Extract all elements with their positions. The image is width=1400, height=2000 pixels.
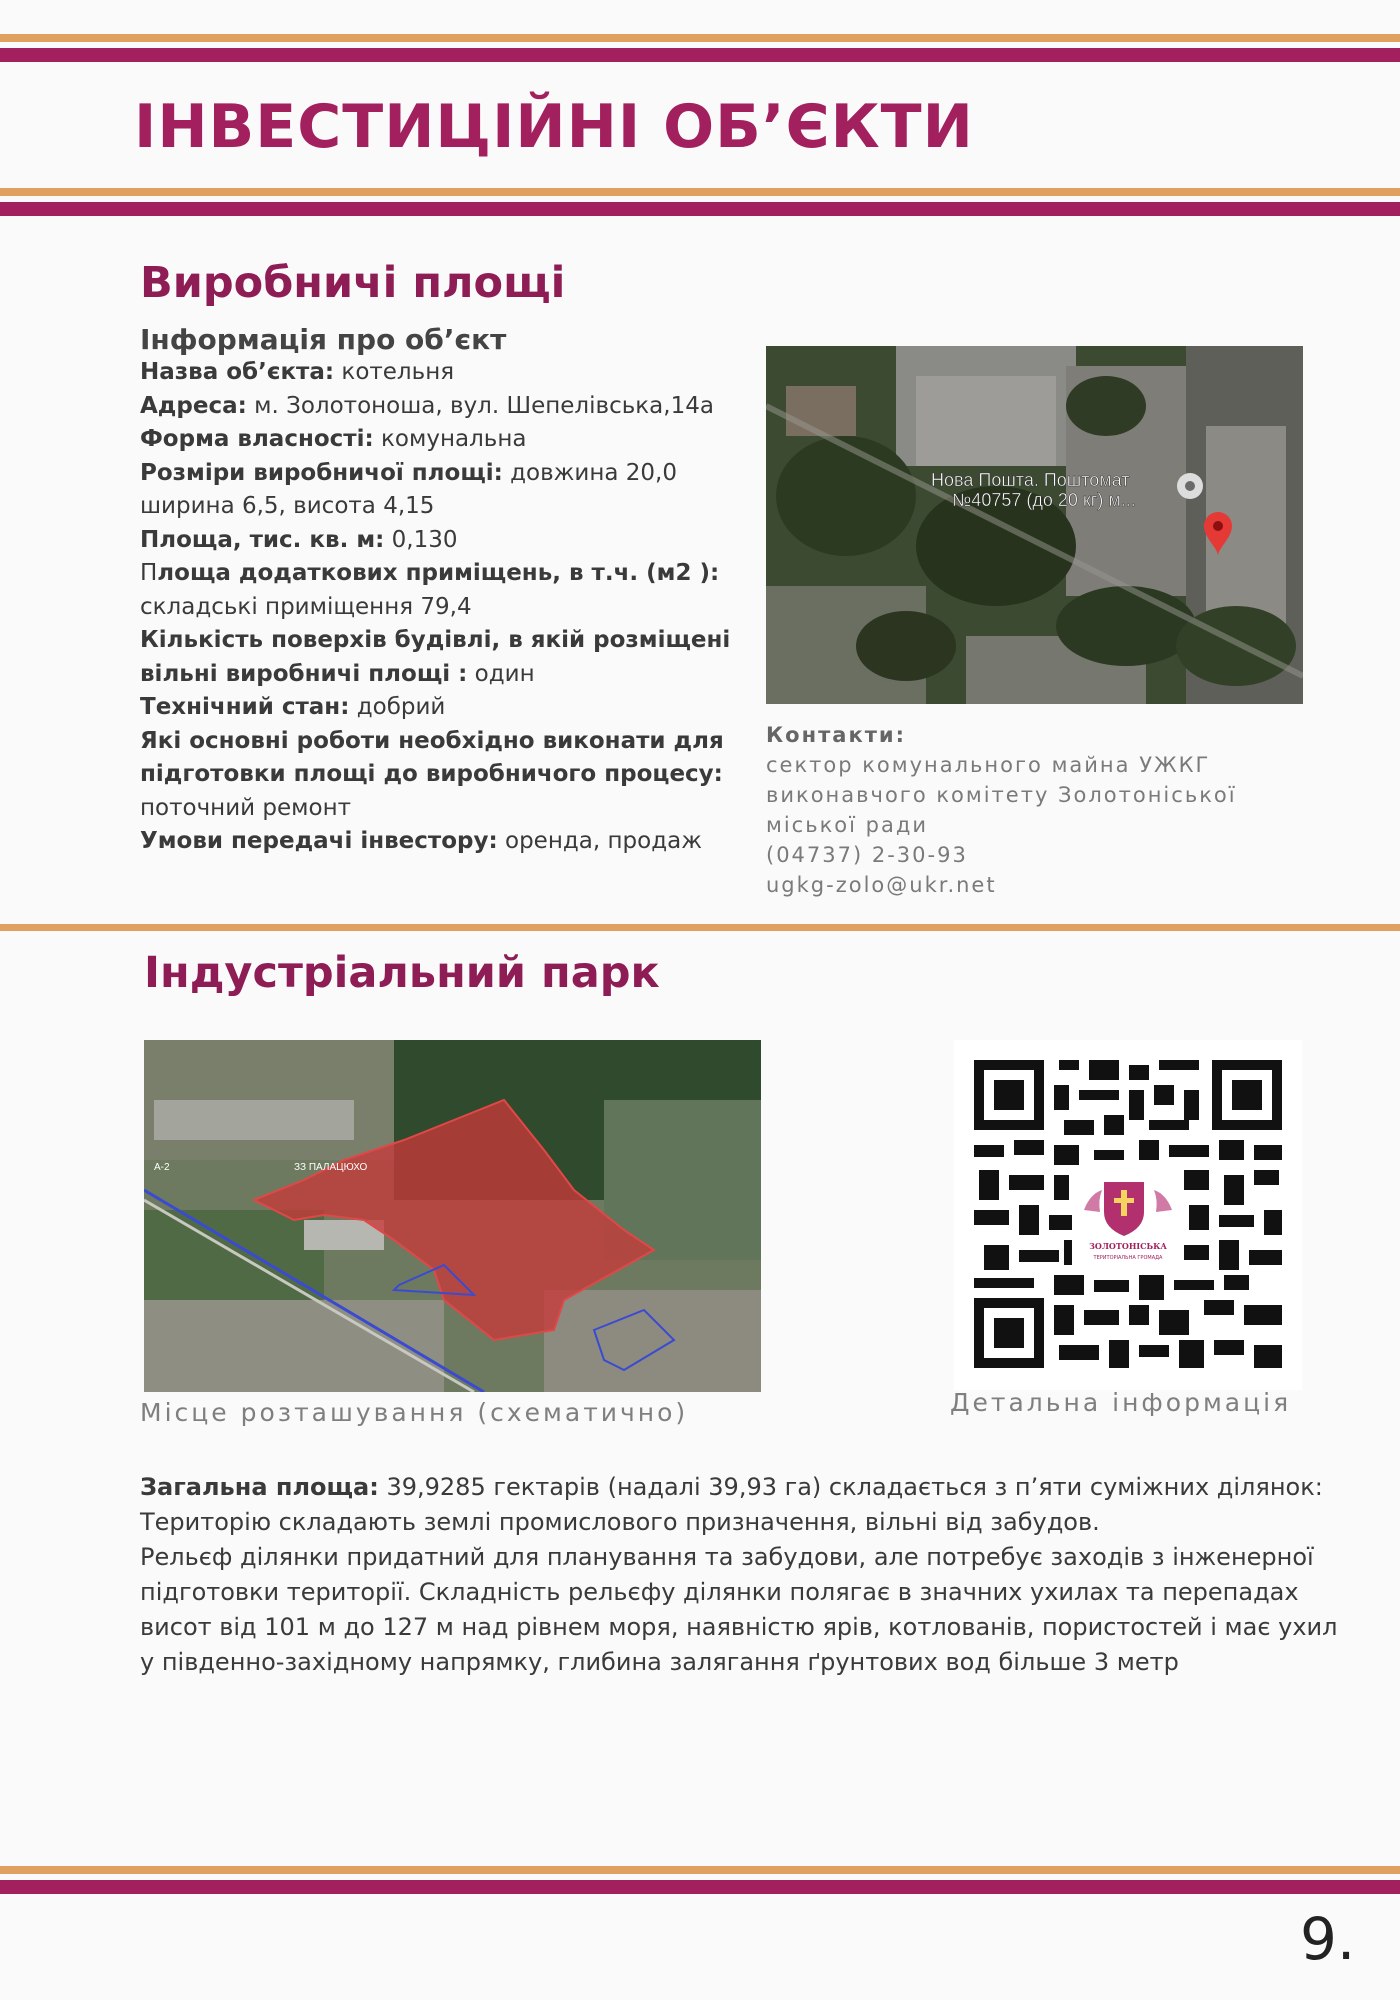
- field-label: Які основні роботи необхідно виконати для підготовки площі до виробничого процесу:: [140, 727, 724, 787]
- description-paragraph: Рельєф ділянки придатний для планування та забудови, але потребує заходів з інженерної підготовки території. Складність рельєфу ділянки полягає в значних ухилах та перепадах висот від 101 м до 127 м над рівнем моря, наявністю ярів, котлованів, пористостей і має ухил у південно-західному напрямку, глибина залягання ґрунтових вод більше 3 метр: [140, 1543, 1338, 1676]
- field-label: лоща додаткових приміщень, в т.ч. (м2 ):: [157, 560, 720, 586]
- field-value: довжина 20,0 ширина 6,5, висота 4,15: [140, 459, 677, 519]
- info-row-extra-area: [140, 557, 740, 624]
- top-stripe-magenta: [0, 48, 1400, 62]
- park-description: [140, 1470, 1350, 1680]
- field-value: котельня: [334, 359, 455, 385]
- contact-line: виконавчого комітету Золотоніської: [766, 783, 1237, 807]
- satellite-map-boiler: [766, 346, 1303, 704]
- object-info: [140, 320, 740, 859]
- info-row-floors: [140, 624, 740, 691]
- contacts-block: [766, 720, 1326, 900]
- field-label-prefix: П: [140, 560, 158, 586]
- field-label: Назва об’єкта:: [140, 359, 335, 385]
- field-value: м. Золотоноша, вул. Шепелівська,14а: [246, 392, 714, 419]
- section-title-industrial-park: Індустріальний парк: [144, 948, 660, 998]
- field-label: Площа, тис. кв. м:: [140, 526, 385, 553]
- header-stripe-orange: [0, 188, 1400, 196]
- section-title-production: Виробничі площі: [140, 258, 566, 308]
- qr-logo-text: ЗОЛОТОНІСЬКА: [1089, 1241, 1167, 1251]
- satellite-map-image: [766, 346, 1303, 704]
- field-value: поточний ремонт: [140, 794, 352, 821]
- info-row-condition: [140, 691, 740, 725]
- field-label: Кількість поверхів будівлі, в якій розміщені вільні виробничі площі :: [140, 627, 731, 687]
- description-paragraph: [140, 1470, 1350, 1540]
- info-row-address: [140, 390, 740, 424]
- field-label: Умови передачі інвестору:: [140, 828, 498, 854]
- field-value: добрий: [349, 694, 446, 720]
- field-label: Розміри виробничої площі:: [140, 459, 503, 486]
- page-number: 9.: [1300, 1905, 1356, 1973]
- description-label: Загальна площа:: [140, 1473, 379, 1501]
- map-site-label: ЗЗ ПАЛАЦЮХО: [294, 1162, 368, 1173]
- industrial-park-map: [144, 1040, 761, 1392]
- bottom-stripe-magenta: [0, 1880, 1400, 1894]
- map-road-label: А-2: [154, 1162, 170, 1173]
- map-label-line1: Нова Пошта. Поштомат: [931, 470, 1130, 490]
- info-row-area: [140, 524, 740, 558]
- field-value: складські приміщення 79,4: [140, 593, 472, 620]
- field-value: комунальна: [373, 426, 527, 452]
- info-row-works: [140, 725, 740, 826]
- qr-code[interactable]: [954, 1040, 1302, 1390]
- top-stripe-orange: [0, 34, 1400, 42]
- header-stripe-magenta: [0, 202, 1400, 216]
- field-label: Адреса:: [140, 392, 247, 419]
- section-divider-stripe: [0, 924, 1400, 931]
- contact-email[interactable]: ugkg-zolo@ukr.net: [766, 873, 997, 897]
- contact-phone: (04737) 2-30-93: [766, 843, 968, 867]
- qr-caption: Детальна інформація: [950, 1388, 1292, 1417]
- info-row-terms: [140, 825, 740, 859]
- description-text: 39,9285 гектарів (надалі 39,93 га) складається з п’яти суміжних ділянок: Територію складають землі промислового призначення, вільні від забудов.: [140, 1473, 1323, 1536]
- page-title: ІНВЕСТИЦІЙНІ ОБ’ЄКТИ: [134, 92, 974, 162]
- field-label: Форма власності:: [140, 426, 374, 452]
- contact-line: сектор комунального майна УЖКГ: [766, 753, 1211, 777]
- contacts-label: Контакти:: [766, 723, 906, 747]
- bottom-stripe-orange: [0, 1866, 1400, 1874]
- info-heading: Інформація про об’єкт: [140, 323, 507, 356]
- info-row-dimensions: [140, 457, 740, 524]
- contact-line: міської ради: [766, 813, 929, 837]
- map-label-line2: №40757 (до 20 кг) м...: [952, 490, 1136, 510]
- field-label: Технічний стан:: [140, 694, 350, 720]
- info-row-name: [140, 356, 740, 390]
- qr-logo-subtext: ТЕРИТОРІАЛЬНА ГРОМАДА: [1093, 1255, 1163, 1261]
- info-row-ownership: [140, 423, 740, 457]
- field-value: 0,130: [384, 526, 458, 553]
- field-value: один: [467, 660, 535, 687]
- industrial-park-map-image: [144, 1040, 761, 1392]
- map-caption: Місце розташування (схематично): [140, 1398, 689, 1427]
- qr-code-image: [954, 1040, 1302, 1390]
- field-value: оренда, продаж: [497, 828, 702, 854]
